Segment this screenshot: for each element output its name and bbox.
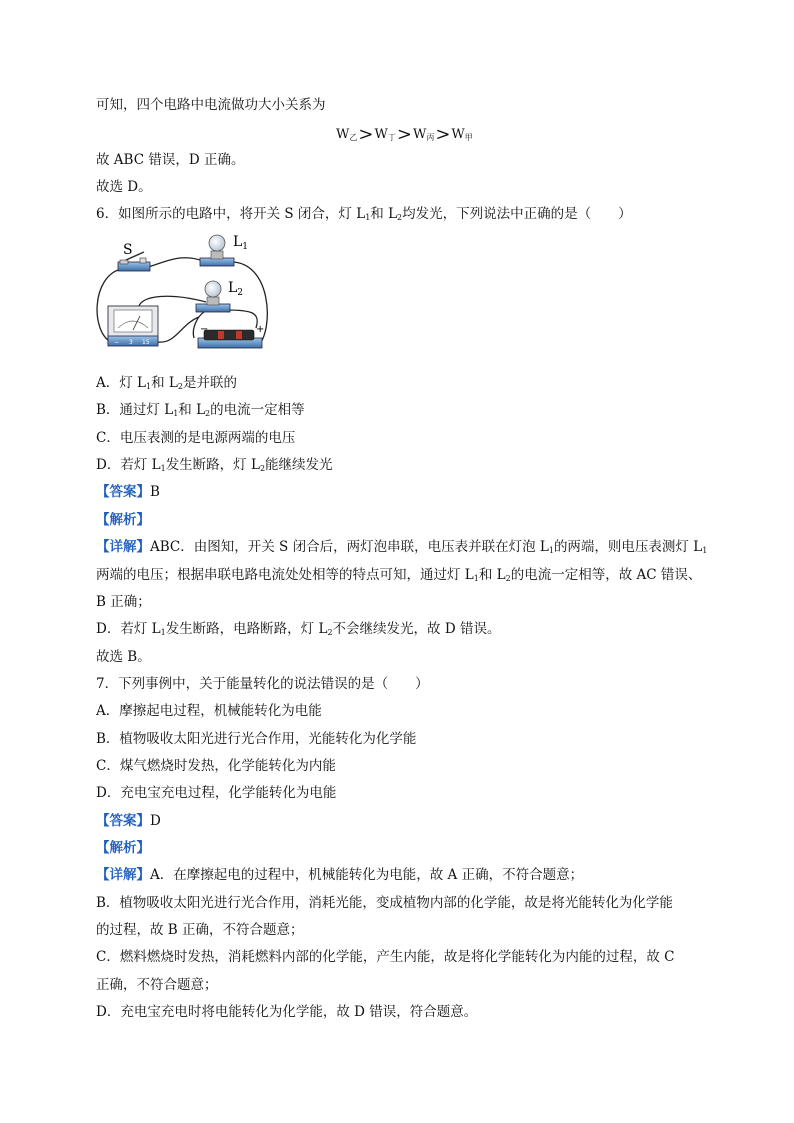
bulb-l2 [196,281,230,312]
q6-option-d: D．若灯 $L_1$发生断路，灯 $L_2$能继续发光 [96,457,333,473]
svg-text:3: 3 [129,339,133,346]
q7-option-d: D．充电宝充电过程，化学能转化为电能 [96,785,337,801]
q6-stem: 6．如图所示的电路中，将开关 S 闭合，灯 $L_1$和 $L_2$均发光，下列说法中正确的是（ ） [96,206,632,222]
bulb1-label: $L_1$ [233,234,249,252]
q6-option-c: C．电压表测的是电源两端的电压 [96,430,296,446]
q7-detail-line2: B．植物吸收太阳光进行光合作用，消耗光能，变成植物内部的化学能，故是将光能转化为化学能 [96,895,673,911]
q7-detail-line6: D．充电宝充电时将电能转化为化学能，故 D 错误，符合题意。 [96,1004,478,1020]
q7-option-b: B．植物吸收太阳光进行光合作用，光能转化为化学能 [96,731,417,747]
bulb2-label: $L_2$ [228,280,244,298]
intro-text: 可知，四个电路中电流做功大小关系为 [96,97,326,113]
circuit-diagram [96,232,276,360]
q6-detail-line3: B 正确； [96,594,151,610]
svg-text:−: − [114,339,120,346]
q6-detail-line1: 【详解】ABC．由图知，开关 S 闭合后，两灯泡串联，电压表并联在灯泡 $L_1$的两端，则电压表测灯 $L_1$ [96,539,708,555]
q6-analysis-label: 【解析】 [96,512,150,528]
q7-detail-line1: 【详解】A．在摩擦起电的过程中，机械能转化为电能，故 A 正确，不符合题意； [96,867,584,883]
q6-option-b: B．通过灯 $L_1$和 $L_2$的电流一定相等 [96,402,305,418]
q7-option-c: C．煤气燃烧时发热，化学能转化为内能 [96,758,336,774]
q7-detail-line4: C．燃料燃烧时发热，消耗燃料内部的化学能，产生内能，故是将化学能转化为内能的过程，故 C [96,949,675,965]
svg-text:15: 15 [142,339,150,346]
voltmeter [108,306,158,346]
work-relation-formula: $W_乙>W_丁>W_丙>W_甲$ [336,124,473,145]
q5-choose: 故选 D。 [96,179,152,195]
switch-label: S [123,242,133,258]
q7-answer: 【答案】D [96,813,161,829]
battery-plus: + [256,324,265,335]
q7-stem: 7．下列事例中，关于能量转化的说法错误的是（ ） [96,676,429,692]
q6-detail-line2: 两端的电压；根据串联电路电流处处相等的特点可知，通过灯 $L_1$和 $L_2$的电流一定相等，故 AC 错误、 [96,567,702,583]
q6-option-a: A．灯 $L_1$和 $L_2$是并联的 [96,375,237,391]
q6-choose: 故选 B。 [96,649,151,665]
q6-detail-line4: D．若灯 $L_1$发生断路，电路断路，灯 $L_2$不会继续发光，故 D 错误。 [96,621,501,637]
q7-analysis-label: 【解析】 [96,840,150,856]
q7-option-a: A．摩擦起电过程，机械能转化为电能 [96,703,322,719]
battery-minus: − [200,324,209,335]
q7-detail-line5: 正确，不符合题意； [96,977,218,993]
bulb-l1 [200,235,234,266]
q6-answer: 【答案】B [96,484,160,500]
q5-conclusion: 故 ABC 错误，D 正确。 [96,152,245,168]
q7-detail-line3: 的过程，故 B 正确，不符合题意； [96,922,304,938]
